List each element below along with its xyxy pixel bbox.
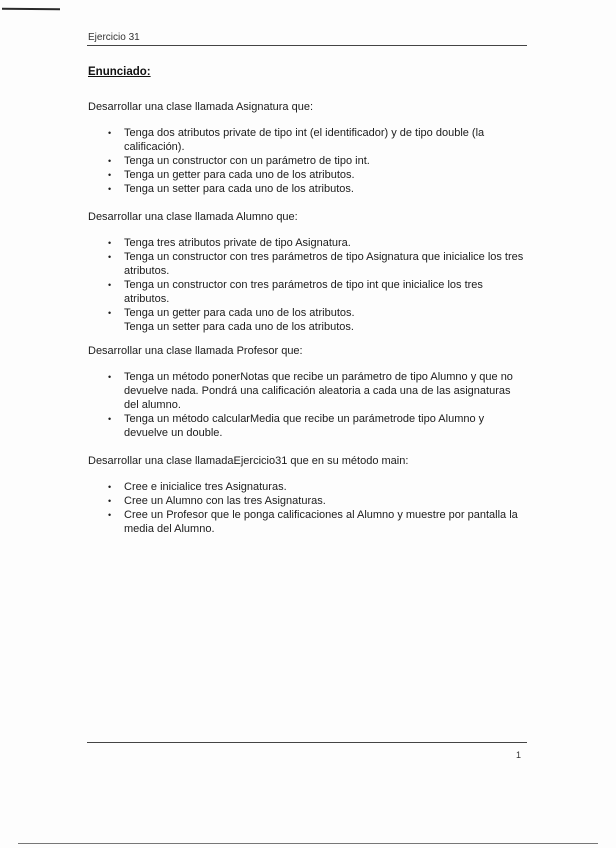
asignatura-requirements bbox=[88, 126, 528, 196]
list-item: • Tenga un constructor con tres parámetros de tipo int que inicialice los tres atributos. bbox=[110, 278, 528, 306]
alumno-requirements bbox=[88, 236, 528, 334]
document-body bbox=[88, 66, 528, 546]
list-item: • Tenga un setter para cada uno de los atributos. bbox=[110, 182, 528, 196]
list-item: • Tenga un método calcularMedia que recibe un parámetrode tipo Alumno y devuelve un double. bbox=[110, 412, 528, 440]
list-item: • Cree un Alumno con las tres Asignaturas. bbox=[110, 494, 528, 508]
scan-mark bbox=[2, 8, 60, 11]
scan-edge-line bbox=[18, 843, 598, 844]
list-item: • Tenga un getter para cada uno de los atributos. bbox=[110, 306, 528, 320]
ejercicio31-requirements bbox=[88, 480, 528, 536]
list-item: Tenga un setter para cada uno de los atributos. bbox=[124, 321, 354, 333]
list-item: • Tenga un constructor con tres parámetros de tipo Asignatura que inicialice los tres atributos. bbox=[110, 250, 528, 278]
asignatura-intro: Desarrollar una clase llamada Asignatura que: bbox=[88, 101, 314, 113]
profesor-requirements bbox=[88, 370, 528, 440]
profesor-intro: Desarrollar una clase llamada Profesor que: bbox=[88, 345, 303, 357]
header-divider bbox=[87, 45, 527, 46]
list-item: • Tenga un método ponerNotas que recibe un parámetro de tipo Alumno y que no devuelve nada. Pondrá una calificación aleatoria a cada una de las asignaturas del alumno. bbox=[110, 370, 528, 412]
list-item: • Tenga un constructor con un parámetro de tipo int. bbox=[110, 154, 528, 168]
list-item: • Tenga tres atributos private de tipo Asignatura. bbox=[110, 236, 528, 250]
list-item: • Cree e inicialice tres Asignaturas. bbox=[110, 480, 528, 494]
alumno-intro: Desarrollar una clase llamada Alumno que: bbox=[88, 211, 298, 223]
section-heading: Enunciado: bbox=[88, 66, 151, 78]
footer-divider bbox=[87, 742, 527, 743]
list-item: • Cree un Profesor que le ponga calificaciones al Alumno y muestre por pantalla la media del Alumno. bbox=[110, 508, 528, 536]
ejercicio31-intro: Desarrollar una clase llamadaEjercicio31 que en su método main: bbox=[88, 455, 409, 467]
page-number: 1 bbox=[516, 750, 522, 760]
page-header-title: Ejercicio 31 bbox=[88, 32, 140, 43]
list-item: • Tenga un getter para cada uno de los atributos. bbox=[110, 168, 528, 182]
list-item: • Tenga dos atributos private de tipo int (el identificador) y de tipo double (la calificación). bbox=[110, 126, 528, 154]
